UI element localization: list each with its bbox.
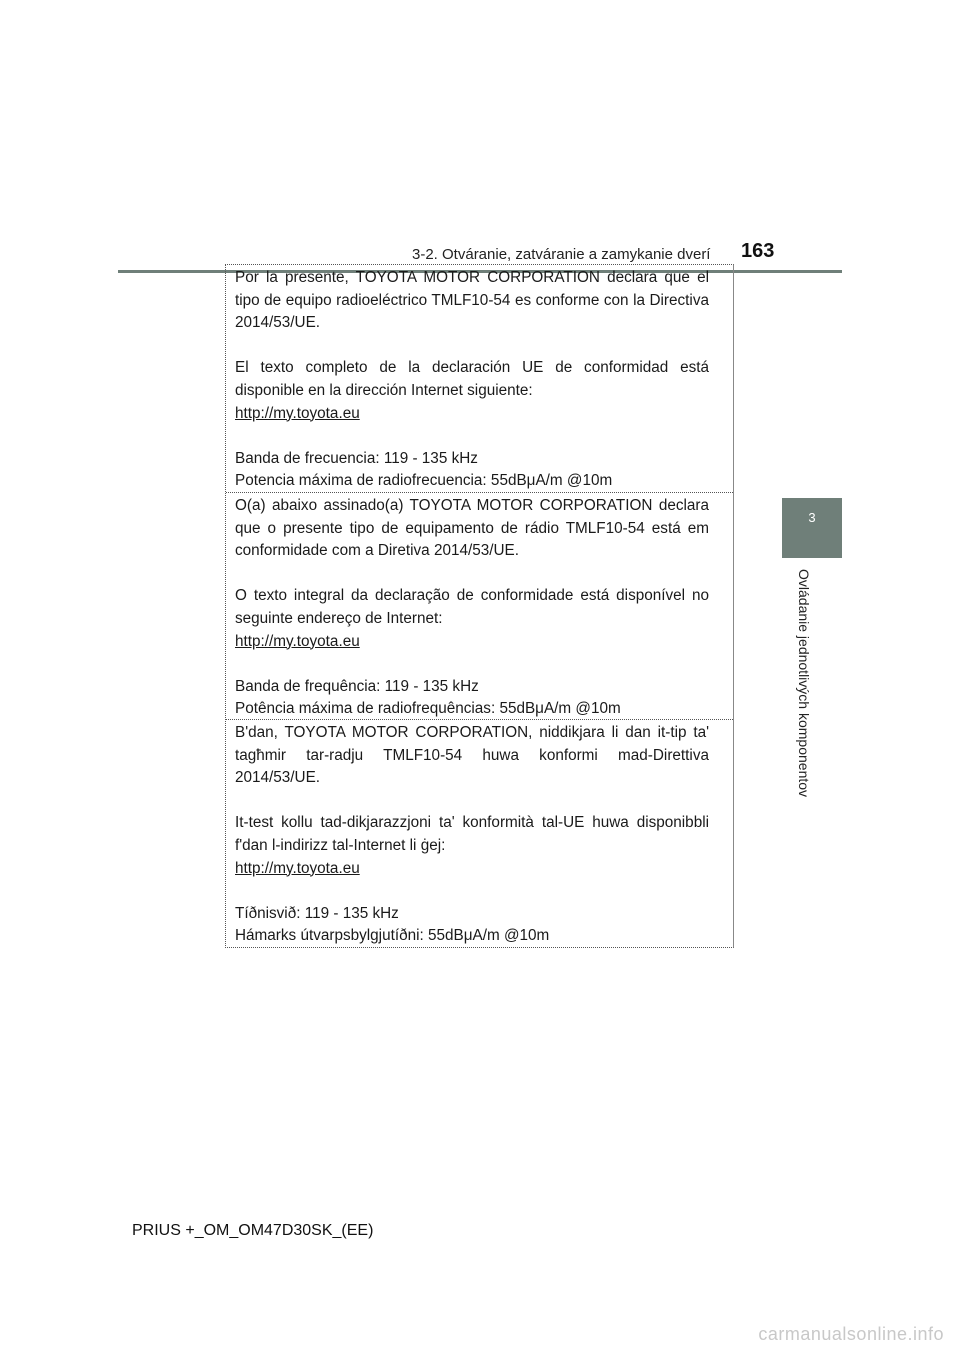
declaration-section-portuguese <box>226 492 733 719</box>
chapter-tab: 3 <box>782 498 842 558</box>
declaration-box <box>225 264 734 948</box>
declaration-section-maltese <box>226 719 733 948</box>
frequency-band: Tíðnisvið: 119 - 135 kHz <box>235 904 399 922</box>
website-link[interactable]: http://my.toyota.eu <box>235 859 360 877</box>
max-power: Potência máxima de radiofrequências: 55dBμA/m @10m <box>235 700 621 718</box>
frequency-band: Banda de frequência: 119 - 135 kHz <box>235 677 479 695</box>
website-link[interactable]: http://my.toyota.eu <box>235 632 360 650</box>
page-number: 163 <box>741 240 775 262</box>
watermark: carmanualsonline.info <box>758 1324 944 1344</box>
max-power: Hámarks útvarpsbylgjutíðni: 55dBμA/m @10m <box>235 927 550 945</box>
website-link[interactable]: http://my.toyota.eu <box>235 404 360 422</box>
declaration-section-spanish <box>226 265 733 492</box>
document-code: PRIUS +_OM_OM47D30SK_(EE) <box>132 1222 374 1239</box>
declaration-paragraph: O texto integral da declaração de conformidade está disponível no seguinte endereço de Internet: <box>235 587 709 627</box>
declaration-paragraph: B'dan, TOYOTA MOTOR CORPORATION, niddikjara li dan it-tip ta' tagħmir tar-radju TMLF10-54 huwa konformi mad-Direttiva 2014/53/UE. <box>235 724 709 787</box>
declaration-paragraph: It-test kollu tad-dikjarazzjoni ta' konformità tal-UE huwa disponibbli f'dan l-indirizz tal-Internet li ġej: <box>235 814 709 854</box>
running-header: 3-2. Otváranie, zatváranie a zamykanie dverí <box>412 246 711 263</box>
chapter-title: Ovládanie jednotlivých komponentov <box>796 569 812 798</box>
frequency-band: Banda de frecuencia: 119 - 135 kHz <box>235 449 478 467</box>
declaration-paragraph: Por la presente, TOYOTA MOTOR CORPORATION declara que el tipo de equipo radioeléctrico TMLF10-54 es conforme con la Directiva 2014/53/UE. <box>235 269 709 332</box>
max-power: Potencia máxima de radiofrecuencia: 55dBμA/m @10m <box>235 472 613 490</box>
declaration-paragraph: O(a) abaixo assinado(a) TOYOTA MOTOR CORPORATION declara que o presente tipo de equipamento de rádio TMLF10-54 está em conformidade com a Diretiva 2014/53/UE. <box>235 497 709 560</box>
declaration-paragraph: El texto completo de la declaración UE de conformidad está disponible en la dirección Internet siguiente: <box>235 359 709 399</box>
